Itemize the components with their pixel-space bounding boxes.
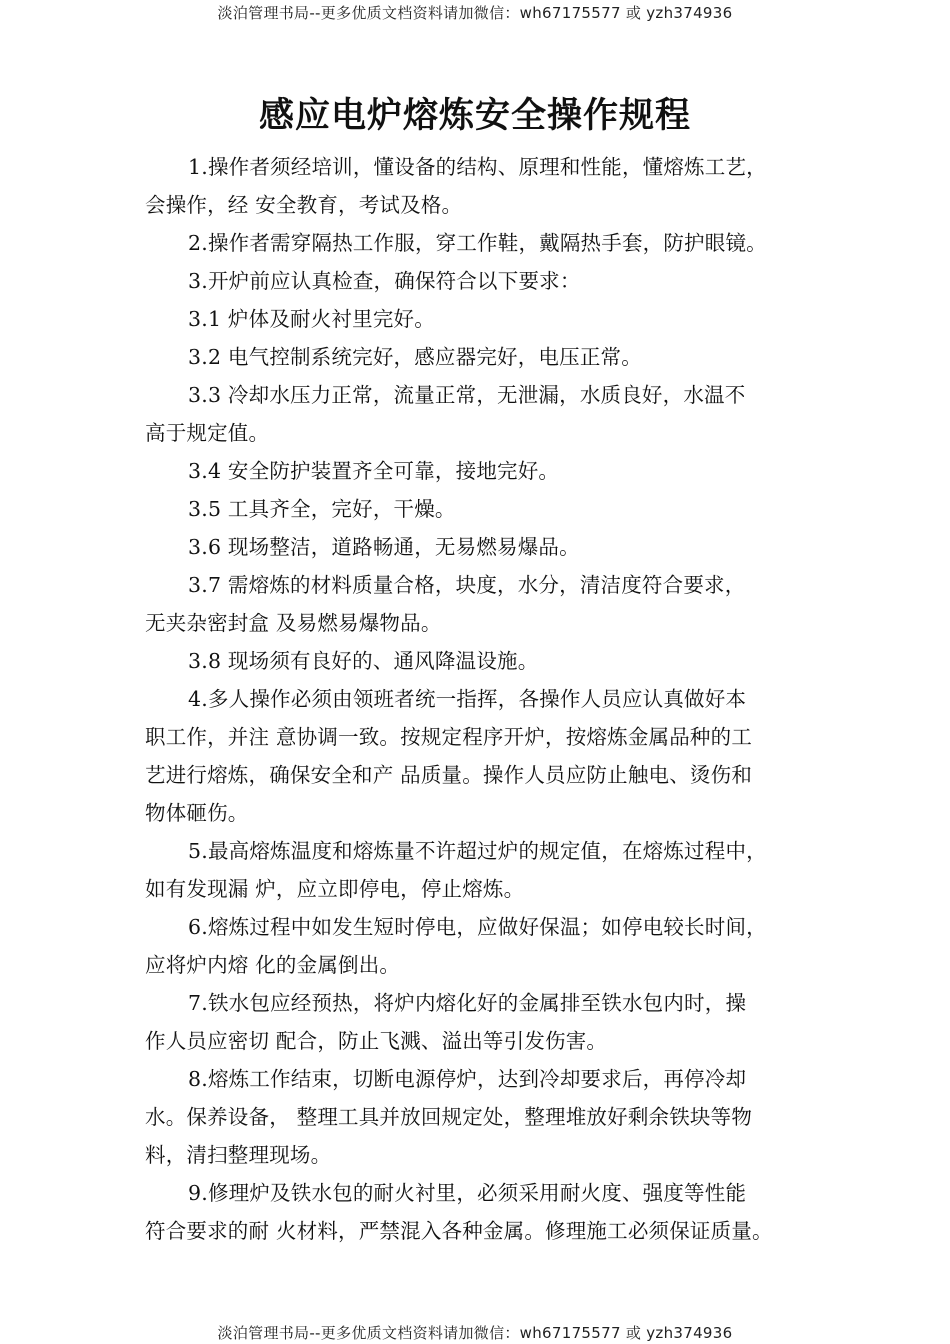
paragraph-line: 3.4 安全防护装置齐全可靠，接地完好。 — [188, 459, 560, 483]
paragraph-line: 8.熔炼工作结束，切断电源停炉，达到冷却要求后，再停冷却 — [188, 1067, 747, 1091]
paragraph-line: 高于规定值。 — [145, 421, 270, 445]
page-header: 淡泊管理书局--更多优质文档资料请加微信：wh67175577 或 yzh374936 — [217, 4, 733, 22]
paragraph-line: 3.2 电气控制系统完好，感应器完好，电压正常。 — [188, 345, 642, 369]
paragraph-line: 3.6 现场整洁，道路畅通，无易燃易爆品。 — [188, 535, 580, 559]
paragraph-line: 应将炉内熔 化的金属倒出。 — [145, 953, 401, 977]
paragraph-line: 3.开炉前应认真检查，确保符合以下要求： — [188, 269, 581, 293]
paragraph-line: 3.3 冷却水压力正常，流量正常，无泄漏，水质良好，水温不 — [188, 383, 746, 407]
paragraph-line: 如有发现漏 炉，应立即停电，停止熔炼。 — [145, 877, 525, 901]
paragraph-line: 2.操作者需穿隔热工作服，穿工作鞋，戴隔热手套，防护眼镜。 — [188, 231, 767, 255]
paragraph-line: 5.最高熔炼温度和熔炼量不许超过炉的规定值，在熔炼过程中， — [188, 839, 767, 863]
document-title: 感应电炉熔炼安全操作规程 — [258, 96, 691, 136]
paragraph-line: 水。保养设备， 整理工具并放回规定处，整理堆放好剩余铁块等物 — [145, 1105, 753, 1129]
paragraph-line: 艺进行熔炼，确保安全和产 品质量。操作人员应防止触电、烫伤和 — [145, 763, 753, 787]
paragraph-line: 3.1 炉体及耐火衬里完好。 — [188, 307, 435, 331]
page-footer: 淡泊管理书局--更多优质文档资料请加微信：wh67175577 或 yzh374936 — [217, 1324, 733, 1342]
paragraph-line: 职工作，并注 意协调一致。按规定程序开炉，按熔炼金属品种的工 — [145, 725, 753, 749]
paragraph-line: 4.多人操作必须由领班者统一指挥，各操作人员应认真做好本 — [188, 687, 747, 711]
document-body — [145, 148, 825, 1250]
paragraph-line: 1.操作者须经培训，懂设备的结构、原理和性能，懂熔炼工艺， — [188, 155, 767, 179]
paragraph-line: 符合要求的耐 火材料，严禁混入各种金属。修理施工必须保证质量。 — [145, 1219, 773, 1243]
paragraph-line: 料，清扫整理现场。 — [145, 1143, 332, 1167]
paragraph-line: 3.5 工具齐全，完好，干燥。 — [188, 497, 456, 521]
paragraph-line: 无夹杂密封盒 及易燃易爆物品。 — [145, 611, 442, 635]
paragraph-line: 3.7 需熔炼的材料质量合格，块度，水分，清洁度符合要求， — [188, 573, 746, 597]
paragraph-line: 作人员应密切 配合，防止飞溅、溢出等引发伤害。 — [145, 1029, 608, 1053]
paragraph-line: 物体砸伤。 — [145, 801, 249, 825]
paragraph-line: 9.修理炉及铁水包的耐火衬里，必须采用耐火度、强度等性能 — [188, 1181, 747, 1205]
paragraph-line: 6.熔炼过程中如发生短时停电，应做好保温；如停电较长时间， — [188, 915, 767, 939]
paragraph-line: 7.铁水包应经预热，将炉内熔化好的金属排至铁水包内时，操 — [188, 991, 747, 1015]
paragraph-line: 会操作，经 安全教育，考试及格。 — [145, 193, 463, 217]
paragraph-line: 3.8 现场须有良好的、通风降温设施。 — [188, 649, 539, 673]
